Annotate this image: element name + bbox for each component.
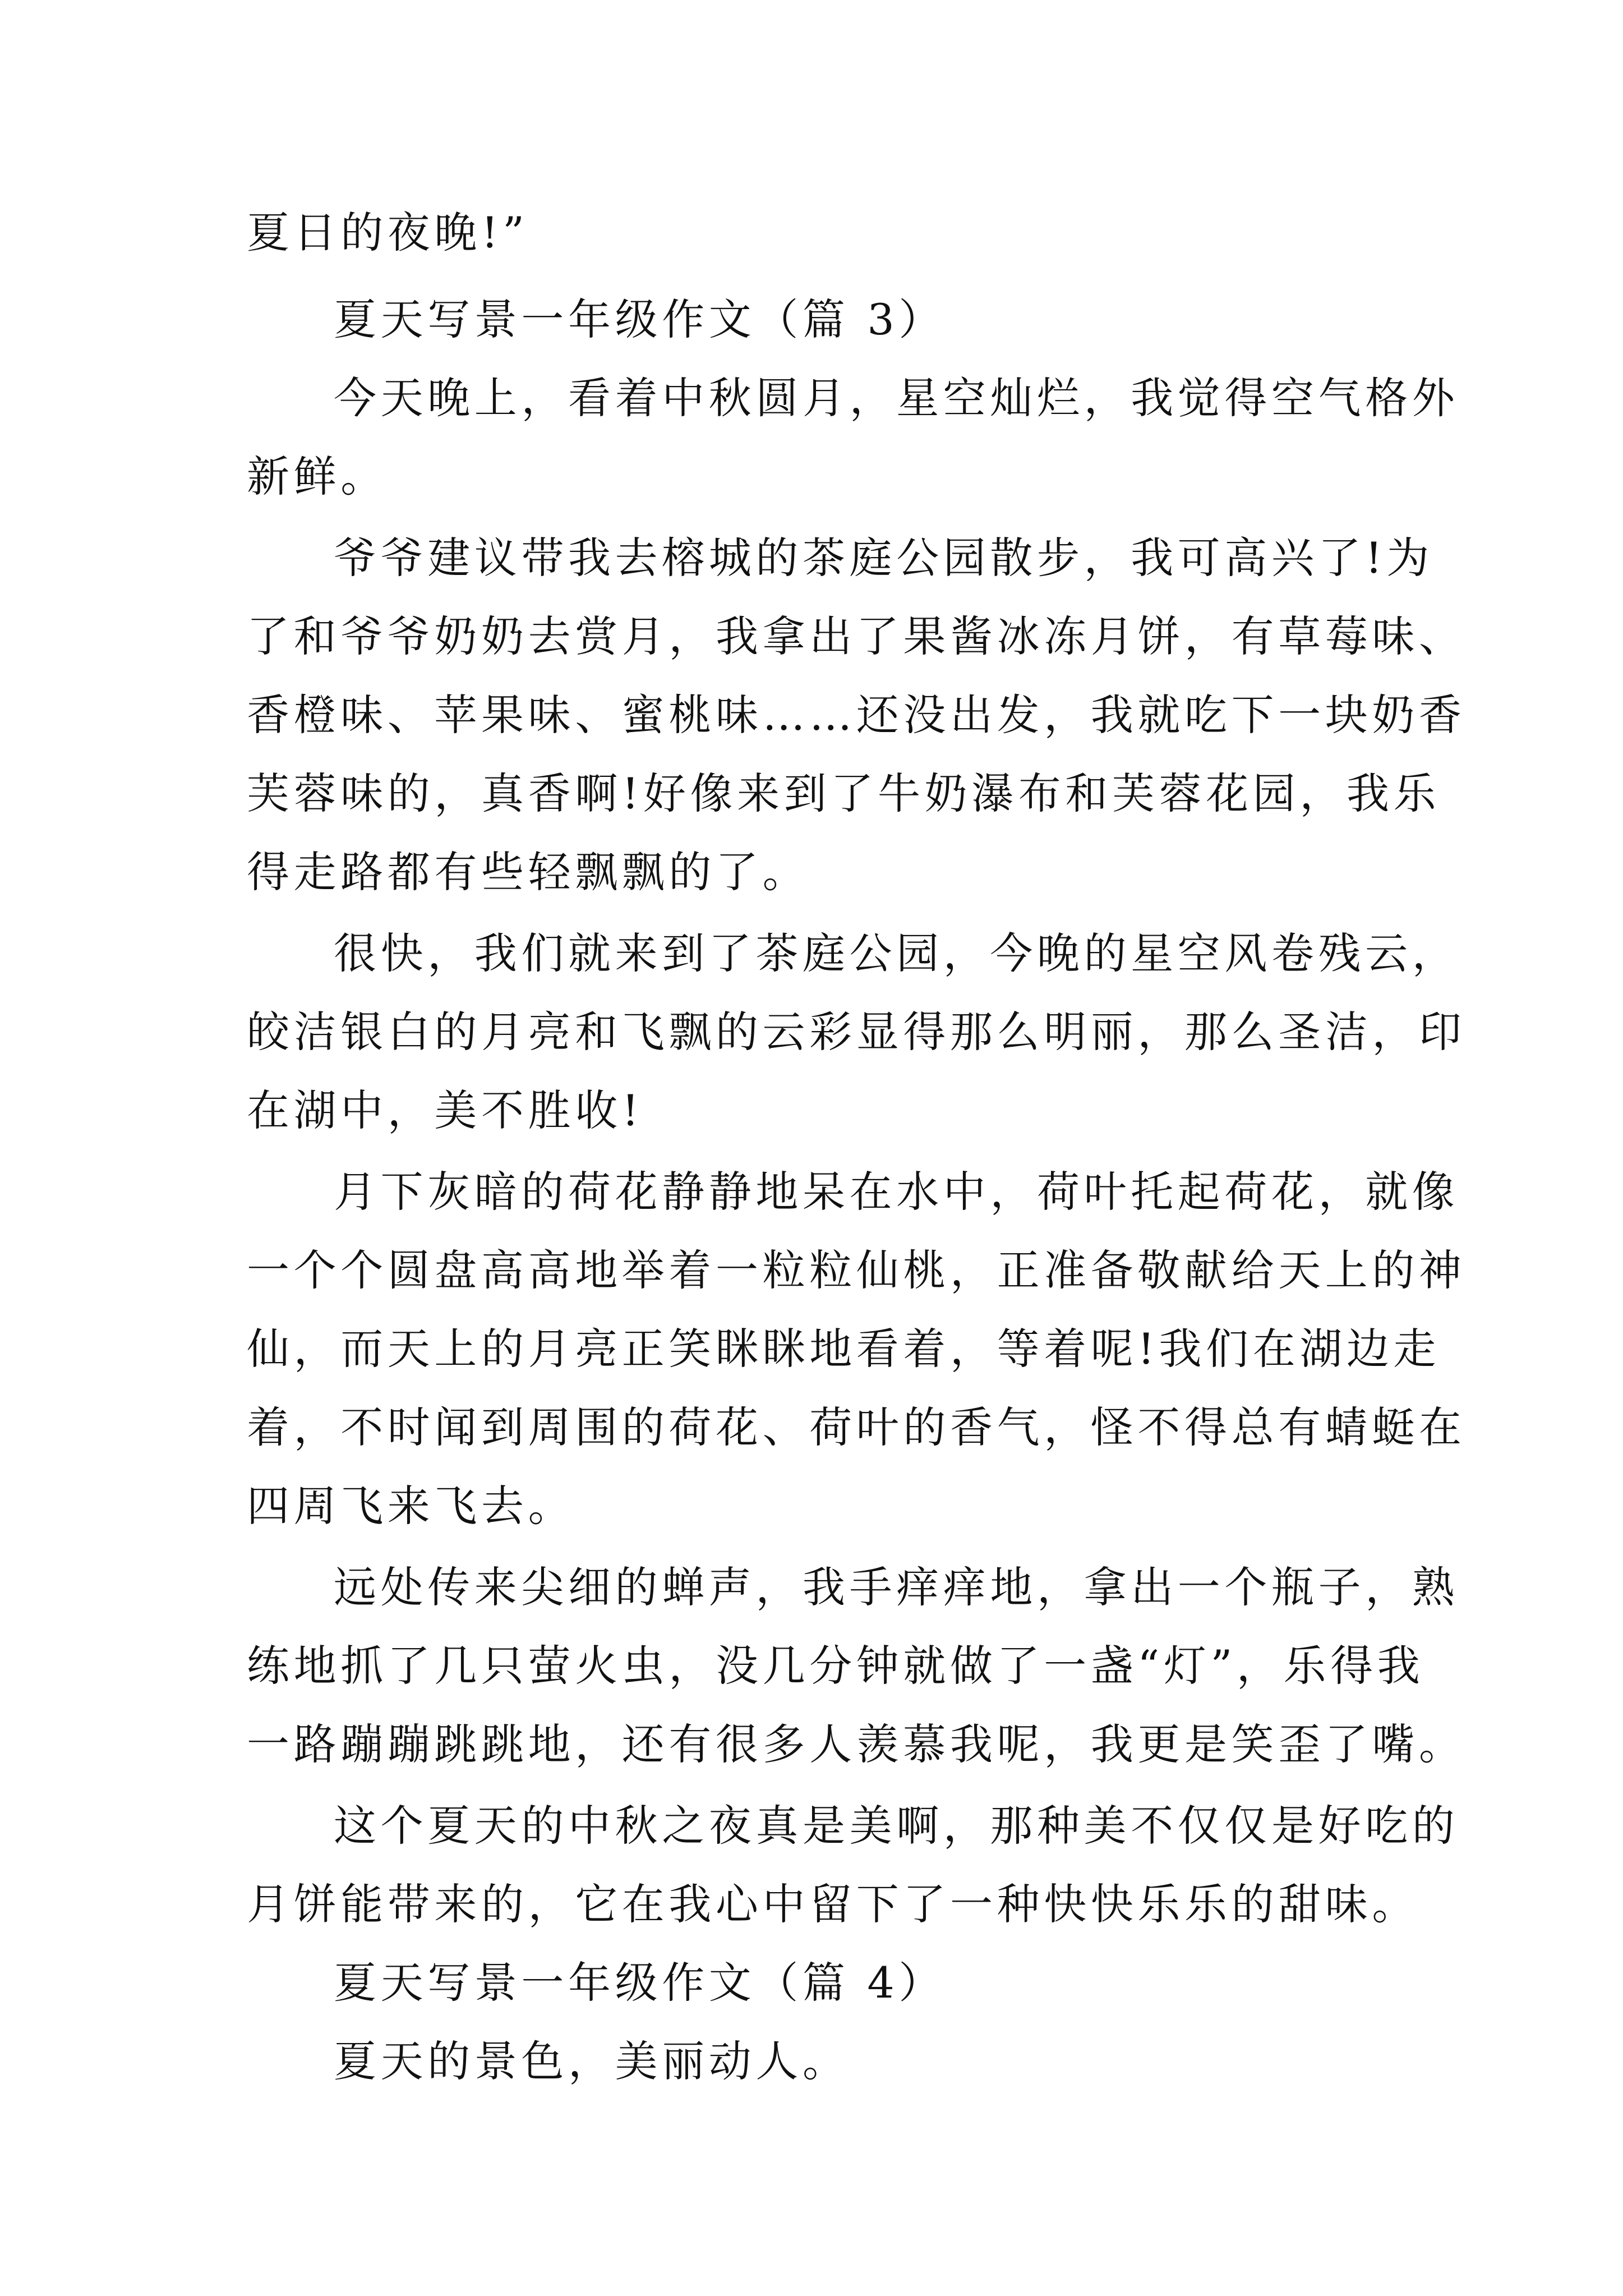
section-heading: 夏天写景一年级作文（篇 4） — [334, 1958, 946, 2008]
text-line: 皎洁银白的月亮和飞飘的云彩显得那么明丽，那么圣洁，印 — [247, 1007, 1466, 1057]
text-line: 新鲜。 — [247, 452, 388, 501]
text-line: 芙蓉味的，真香啊!好像来到了牛奶瀑布和芙蓉花园，我乐 — [247, 769, 1441, 818]
text-line: 夏天的景色，美丽动人。 — [334, 2036, 850, 2086]
section-heading: 夏天写景一年级作文（篇 3） — [334, 295, 946, 344]
text-line: 练地抓了几只萤火虫，没几分钟就做了一盏“灯”，乐得我 — [247, 1641, 1424, 1691]
text-line: 了和爷爷奶奶去赏月，我拿出了果酱冰冻月饼，有草莓味、 — [247, 611, 1466, 661]
text-line: 爷爷建议带我去榕城的茶庭公园散步，我可高兴了!为 — [334, 533, 1433, 583]
text-line: 夏日的夜晚!” — [247, 208, 529, 257]
text-line: 月饼能带来的，它在我心中留下了一种快快乐乐的甜味。 — [247, 1879, 1419, 1929]
text-line: 今天晚上，看着中秋圆月，星空灿烂，我觉得空气格外 — [334, 373, 1459, 423]
text-line: 仙，而天上的月亮正笑眯眯地看着，等着呢!我们在湖边走 — [247, 1324, 1441, 1374]
text-line: 远处传来尖细的蝉声，我手痒痒地，拿出一个瓶子，熟 — [334, 1562, 1459, 1612]
text-line: 四周飞来飞去。 — [247, 1481, 575, 1531]
text-line: 月下灰暗的荷花静静地呆在水中，荷叶托起荷花，就像 — [334, 1167, 1459, 1217]
text-line: 香橙味、苹果味、蜜桃味……还没出发，我就吃下一块奶香 — [247, 690, 1466, 740]
text-line: 一个个圆盘高高地举着一粒粒仙桃，正准备敬献给天上的神 — [247, 1245, 1466, 1295]
text-line: 得走路都有些轻飘飘的了。 — [247, 847, 810, 897]
text-line: 一路蹦蹦跳跳地，还有很多人羡慕我呢，我更是笑歪了嘴。 — [247, 1719, 1466, 1769]
text-line: 这个夏天的中秋之夜真是美啊，那种美不仅仅是好吃的 — [334, 1801, 1459, 1851]
text-line: 着，不时闻到周围的荷花、荷叶的香气，怪不得总有蜻蜓在 — [247, 1402, 1466, 1452]
text-line: 在湖中，美不胜收! — [247, 1085, 643, 1135]
text-line: 很快，我们就来到了茶庭公园，今晚的星空风卷残云， — [334, 928, 1459, 978]
